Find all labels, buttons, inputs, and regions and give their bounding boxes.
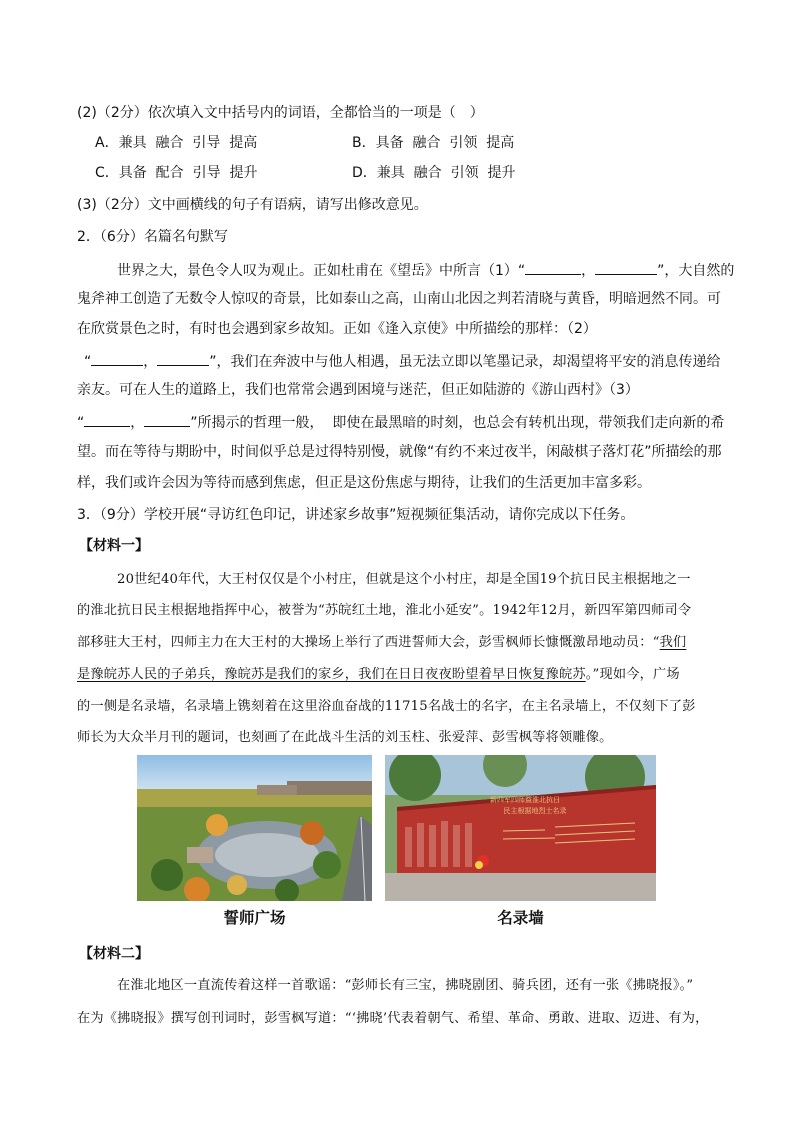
option-letter: B． [352,135,376,151]
m1-line-2: 的淮北抗日民主根据地指挥中心，被誉为“苏皖红土地，淮北小延安”。1942年12月，新四军第四师司令 [77,603,692,618]
photo-caption-name-wall: 名录墙 [497,909,544,927]
m2-line-2: 在为《拂晓报》撰写创刊词时，彭雪枫写道：“‘拂晓’代表着朝气、希望、革命、勇敢、进取、迈进、有为， [77,1011,709,1026]
underlined-sentence: 我们 [659,635,687,650]
q2-line-7: 望。而在等待与期盼中，时间似乎总是过得特别慢，就像“有约不来过夜半，闲敲棋子落灯花”所描绘的那 [77,444,722,460]
separator: ， [581,263,596,279]
wall-inscription-line-2: 民主根据地烈士名录 [503,807,567,815]
option-letter: A． [95,135,119,151]
fill-blank-1a[interactable] [525,259,581,275]
q2-line-8: 样，我们或许会因为等待而感到焦虑，但正是这份焦虑与期待，让我们的生活更加丰富多彩。 [77,475,651,491]
option-c [95,163,257,183]
option-text: 具备 融合 引领 提高 [375,135,515,151]
separator: ， [143,354,158,370]
m2-line-1: 在淮北地区一直流传着这样一首歌谣：“彭师长有三宝，拂晓剧团、骑兵团，还有一张《拂晓报》。” [117,978,694,993]
m1-line-3 [77,633,686,653]
q2-line-5: 亲友。可在人生的道路上，我们也常常会遇到困境与迷茫，但正如陆游的《游山西村》（3） [77,382,639,398]
m1-line-4-tail: 。”现如今，广场 [585,667,680,682]
aerial-plaza-image [137,755,372,901]
fill-blank-3a[interactable] [84,411,130,427]
m1-line-6: 师长为大众半月刊的题词，也刻画了在此战斗生活的刘玉柱、张爱萍、彭雪枫等将领雕像。 [77,730,613,745]
fill-blank-3b[interactable] [144,411,190,427]
option-letter: D． [352,165,377,181]
q2-line-1-tail: ”，大自然的 [657,263,735,279]
option-b [352,133,514,153]
q2-line-3: 在欣赏景色之时，有时也会遇到家乡故知。正如《逢入京使》中所描绘的那样：（2） [77,321,597,337]
m1-line-3-text: 部移驻大王村，四师主力在大王村的大操场上举行了西进誓师大会，彭雪枫师长慷慨激昂地动员：“ [77,635,660,650]
separator: ， [130,415,145,431]
option-text: 具备 配合 引导 提升 [118,165,258,181]
fill-blank-2b[interactable] [157,350,209,366]
m1-line-1: 20世纪40年代，大王村仅仅是个小村庄，但就是这个小村庄，却是全国19个抗日民主根据地之一 [117,572,691,587]
option-text: 兼具 融合 引领 提升 [376,165,516,181]
wall-inscription-line-1: 新四军四师暨淮北抗日 [490,796,560,804]
fill-blank-2a[interactable] [91,350,143,366]
q2-line-6-tail: ”所揭示的哲理一般， 即使在最黑暗的时刻，也总会有转机出现，带领我们走向新的希 [190,415,725,431]
question-2-title: 2．（6分）名篇名句默写 [77,229,228,245]
option-d [352,163,515,183]
question-3-title: 3．（9分）学校开展“寻访红色印记，讲述家乡故事”短视频征集活动，请你完成以下任务。 [77,507,635,523]
q2-line-4 [84,350,721,372]
name-wall-photo [385,755,656,901]
open-quote: “ [77,415,85,431]
q2-line-1 [117,259,734,281]
question-2-2-stem: (2)（2分）依次填入文中括号内的词语，全都恰当的一项是（ ） [77,105,484,121]
option-a [95,133,257,153]
q2-line-1-text: 世界之大，景色令人叹为观止。正如杜甫在《望岳》中所言（1）“ [117,263,526,279]
q2-line-2: 鬼斧神工创造了无数令人惊叹的奇景，比如泰山之高，山南山北因之判若清晓与黄昏，明暗迥然不同。可 [77,291,721,307]
option-letter: C． [95,165,119,181]
underlined-sentence: 是豫皖苏人民的子弟兵，豫皖苏是我们的家乡，我们在日日夜夜盼望着早日恢复豫皖苏 [77,667,586,682]
option-text: 兼具 融合 引导 提高 [118,135,258,151]
photo-caption-oath-square: 誓师广场 [223,909,286,927]
material-2-heading: 【材料二】 [79,946,149,962]
q2-line-6 [77,411,724,433]
m1-line-4 [77,665,680,685]
q2-line-4-tail: ”，我们在奔波中与他人相遇，虽无法立即以笔墨记录，却渴望将平安的消息传递给 [209,354,721,370]
open-quote: “ [84,354,92,370]
oath-square-photo [137,755,372,901]
memorial-wall-image [385,755,656,901]
m1-line-5: 的一侧是名录墙，名录墙上镌刻着在这里浴血奋战的11715名战士的名字，在主名录墙上，不仅刻下了彭 [77,699,696,714]
fill-blank-1b[interactable] [595,259,657,275]
material-1-heading: 【材料一】 [79,538,149,554]
question-2-3-stem: (3)（2分）文中画横线的句子有语病，请写出修改意见。 [77,197,428,213]
